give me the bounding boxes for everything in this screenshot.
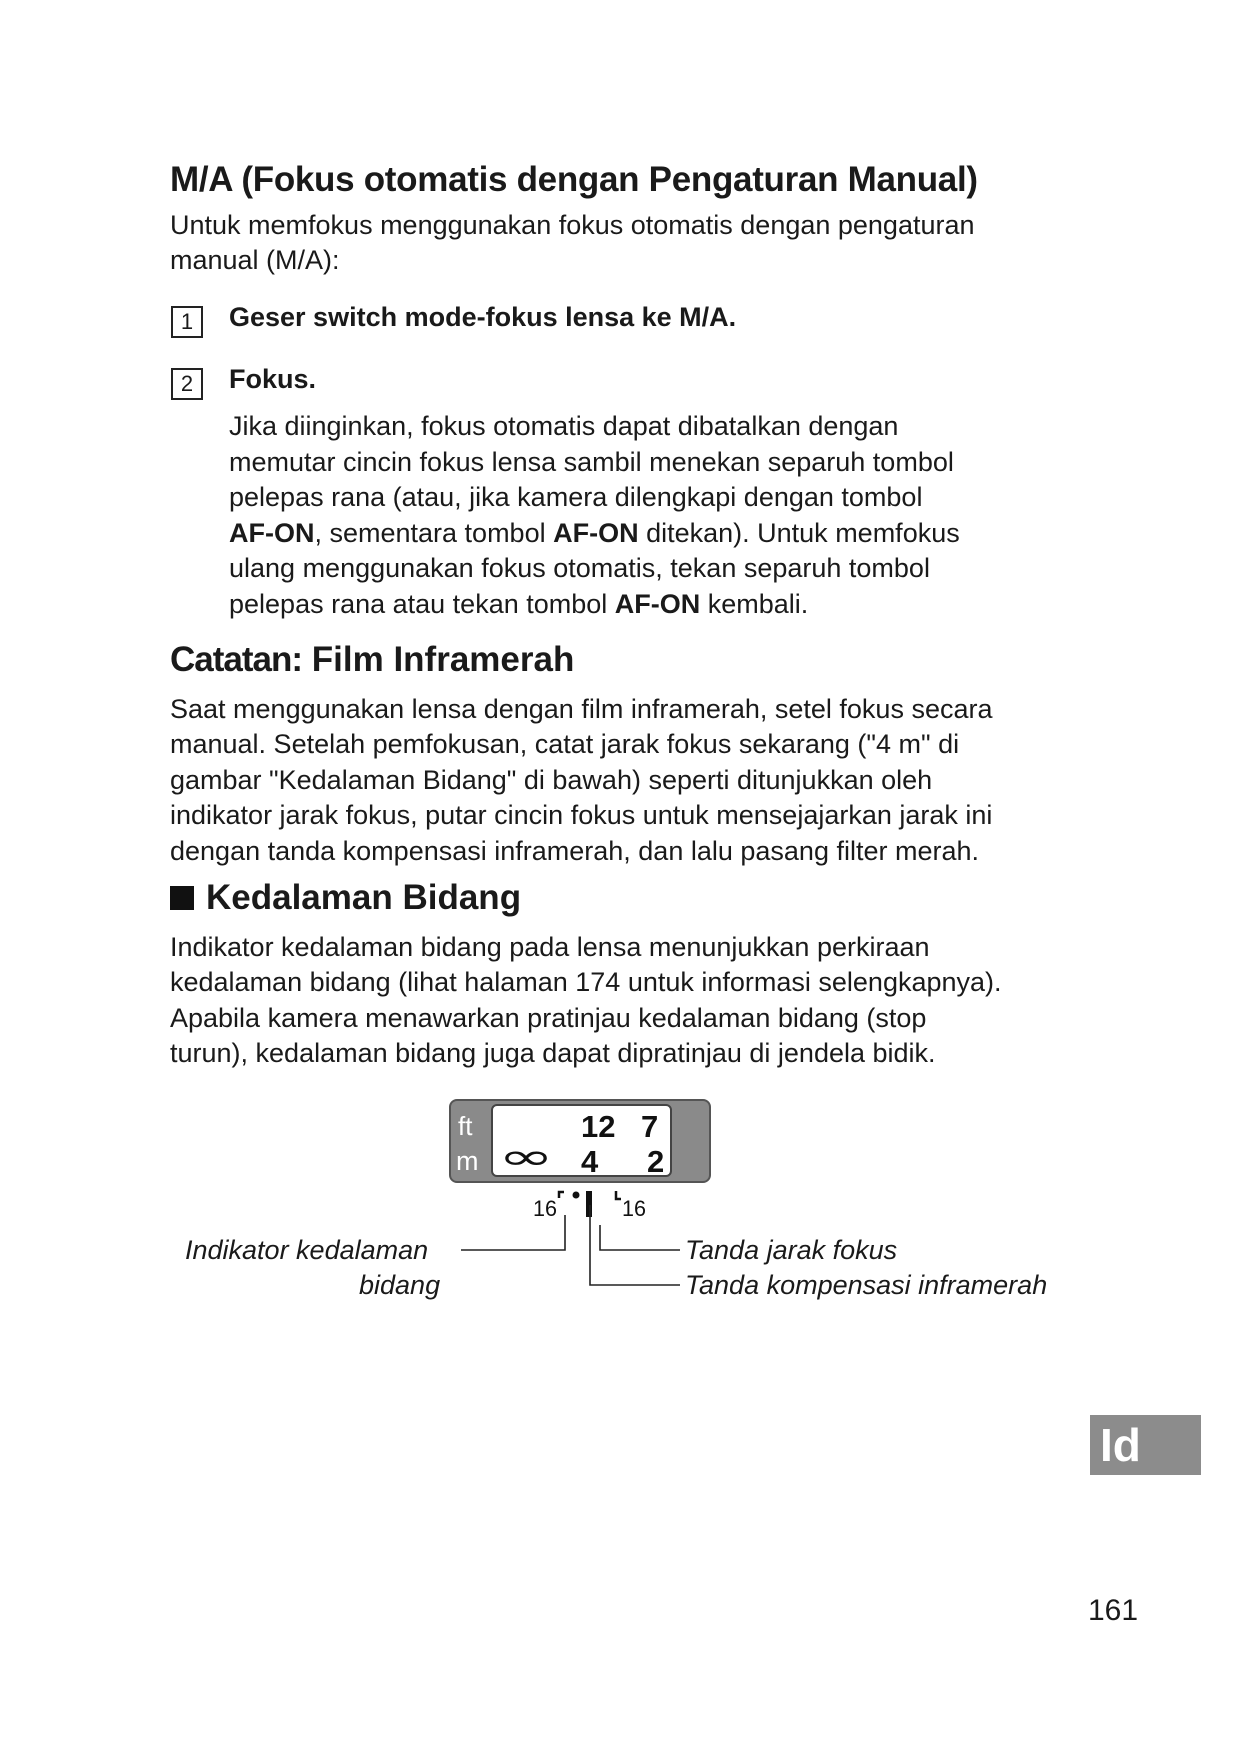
section-heading	[170, 878, 521, 918]
language-tab: Id	[1090, 1415, 1201, 1475]
section-line-1: Indikator kedalaman bidang pada lensa menunjukkan perkiraan	[170, 932, 930, 962]
ft-value-7: 7	[641, 1109, 659, 1144]
figure-leader-lines	[455, 1195, 685, 1315]
af-on-label: AF-ON	[229, 517, 315, 548]
intro-line-1: Untuk memfokus menggunakan fokus otomatis dengan pengaturan	[170, 210, 975, 240]
step-2-line-3: pelepas rana (atau, jika kamera dilengkapi dengan tombol	[229, 482, 923, 512]
m-value-2: 2	[647, 1144, 665, 1179]
ft-value-12: 12	[581, 1109, 616, 1144]
scale-right-16: 16	[622, 1196, 646, 1220]
step-2-body	[229, 409, 960, 622]
intro-line-2: manual (M/A):	[170, 245, 340, 275]
step-number-2: 2	[171, 368, 203, 400]
unit-ft-label: ft	[458, 1111, 473, 1141]
caption-focus-distance-mark: Tanda jarak fokus	[685, 1235, 898, 1265]
note-line-3: gambar "Kedalaman Bidang" di bawah) seperti ditunjukkan oleh	[170, 765, 933, 795]
infinity-icon: ∞	[498, 1137, 554, 1178]
page-number: 161	[1088, 1594, 1139, 1627]
section-line-2: kedalaman bidang (lihat halaman 174 untuk informasi selengkapnya).	[170, 967, 1002, 997]
note-line-4: indikator jarak fokus, putar cincin fokus untuk mensejajarkan jarak ini	[170, 800, 993, 830]
scale-left-16: 16	[533, 1196, 557, 1220]
caption-dof-indicator-line-2: bidang	[359, 1270, 441, 1300]
m-value-4: 4	[581, 1144, 599, 1179]
note-line-1: Saat menggunakan lensa dengan film inframerah, setel fokus secara	[170, 694, 993, 724]
step-2-line-2: memutar cincin fokus lensa sambil menekan separuh tombol	[229, 446, 954, 477]
note-label: Catatan:	[170, 640, 303, 679]
page-heading: M/A (Fokus otomatis dengan Pengaturan Manual)	[170, 160, 978, 199]
step-number-1: 1	[171, 306, 203, 338]
note-line-5: dengan tanda kompensasi inframerah, dan lalu pasang filter merah.	[170, 836, 979, 866]
step-2-line-6: pelepas rana atau tekan tombol AF-ON kembali.	[229, 588, 809, 619]
note-heading	[170, 640, 574, 680]
af-on-label: AF-ON	[553, 517, 639, 548]
caption-dof-indicator-line-1: Indikator kedalaman	[185, 1235, 429, 1265]
square-bullet-icon	[170, 886, 194, 910]
step-title-1: Geser switch mode-fokus lensa ke M/A.	[229, 302, 737, 332]
step-2-line-5: ulang menggunakan fokus otomatis, tekan separuh tombol	[229, 553, 930, 583]
section-line-3: Apabila kamera menawarkan pratinjau kedalaman bidang (stop	[170, 1003, 927, 1033]
step-title-2: Fokus.	[229, 364, 317, 394]
unit-m-label: m	[456, 1146, 479, 1176]
section-line-4: turun), kedalaman bidang juga dapat dipratinjau di jendela bidik.	[170, 1038, 936, 1068]
step-2-line-1: Jika diinginkan, fokus otomatis dapat dibatalkan dengan	[229, 411, 899, 441]
caption-infrared-compensation-mark: Tanda kompensasi inframerah	[685, 1270, 1048, 1300]
section-title: Kedalaman Bidang	[206, 878, 522, 917]
note-line-2: manual. Setelah pemfokusan, catat jarak fokus sekarang ("4 m" di	[170, 729, 960, 759]
note-title: Film Inframerah	[311, 640, 575, 679]
af-on-label: AF-ON	[614, 588, 701, 619]
step-2-line-4: AF-ON, sementara tombol AF-ON ditekan). Untuk memfokus	[229, 517, 960, 548]
